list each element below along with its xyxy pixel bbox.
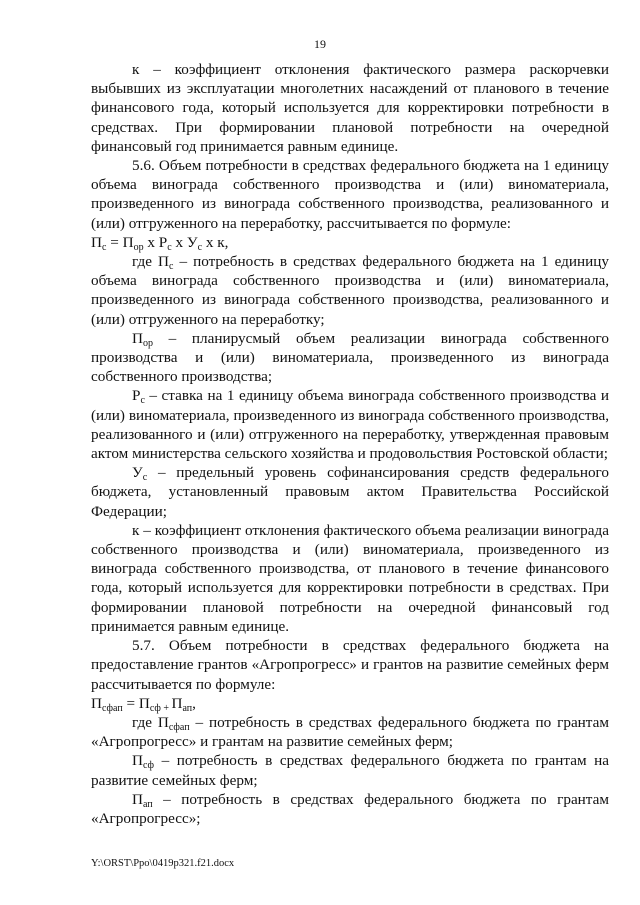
- formula-term: П: [91, 233, 102, 251]
- formula-psfap: [91, 694, 609, 713]
- definition-psf: $П_{сф}$ – потребность в средствах федерального бюджета по грантам на развитие семейных ферм;: [91, 752, 609, 789]
- page-number: 19: [314, 37, 326, 51]
- formula-term: x к,: [202, 233, 229, 251]
- formula-subscript: сфап: [101, 702, 123, 714]
- formula-term: = П: [106, 233, 134, 251]
- formula-term: x Р: [143, 233, 168, 251]
- paragraph-5-7: 5.7. Объем потребности в средствах федерального бюджета на предоставление грантов «Агропрогресс» и грантов на развитие семейных ферм рассчитывается по формуле:: [91, 637, 609, 693]
- formula-subscript: ор: [133, 241, 144, 253]
- definition-por: $П_{ор}$ – планирусмый объем реализации винограда собственного производства и (или) виноматериала, произведенного из винограда собственного производства;: [91, 329, 609, 386]
- formula-term: x У: [171, 233, 198, 251]
- definition-us: $У_с$ – предельный уровень софинансирования средств федерального бюджета, установленный правовым актом Правительства Российской Федерации;: [91, 464, 609, 520]
- formula-subscript: с: [197, 241, 203, 253]
- definition-psfap: где $П_{сфап}$ – потребность в средствах федерального бюджета по грантам «Агропрогресс» и грантам на развитие семейных ферм;: [91, 713, 609, 751]
- document-body: [91, 60, 609, 828]
- definition-rs: $Р_с$ – ставка на 1 единицу объема винограда собственного производства и (или) виноматериала, произведенного из винограда собственного производства, реализованного и (или) отгруженного на переработку, утвержденная правовым актом министерства сельского хозяйства и продовольствия Ростовской области;: [91, 387, 609, 463]
- definition-ps: где $П_с$ – потребность в средствах федерального бюджета на 1 единицу объема винограда собственного производства и (или) виноматериала, произведенного из винограда собственного производства, реализованного и (или) отгруженного на переработку;: [91, 253, 609, 328]
- formula-subscript: с: [101, 241, 107, 253]
- paragraph-k-raskorchevka: к – коэффициент отклонения фактического размера раскорчевки выбывших из эксплуатации многолетних насаждений от планового в течение финансового года, который используется для корректировки потребности в средствах. При формировании плановой потребности на очередной финансовый год принимается равным единице.: [91, 61, 609, 155]
- formula-term: ,: [192, 694, 196, 712]
- definition-pap: $П_{ап}$ – потребность в средствах федерального бюджета по грантам «Агропрогресс»;: [91, 790, 609, 827]
- formula-term: П: [91, 694, 102, 712]
- formula-ps: [91, 233, 609, 252]
- formula-term: = П: [122, 694, 150, 712]
- formula-subscript: сф +: [149, 702, 172, 714]
- file-path-footer: Y:\ORST\Ppo\0419p321.f21.docx: [91, 858, 235, 869]
- paragraph-5-6: 5.6. Объем потребности в средствах федерального бюджета на 1 единицу объема винограда собственного производства и (или) виноматериала, произведенного из винограда собственного производства, реализованного и (или) отгруженного на переработку, рассчитывается по формуле:: [91, 157, 609, 232]
- definition-k: к – коэффициент отклонения фактического объема реализации винограда собственного производства и (или) виноматериала, произведенного из винограда собственного производства, от планового в течение финансового года, который используется для корректировки потребности в средствах. При формировании плановой потребности на очередной финансовый год принимается равным единице.: [91, 521, 609, 635]
- formula-term: П: [171, 694, 183, 712]
- formula-subscript: ап: [182, 702, 193, 714]
- formula-subscript: с: [167, 241, 172, 253]
